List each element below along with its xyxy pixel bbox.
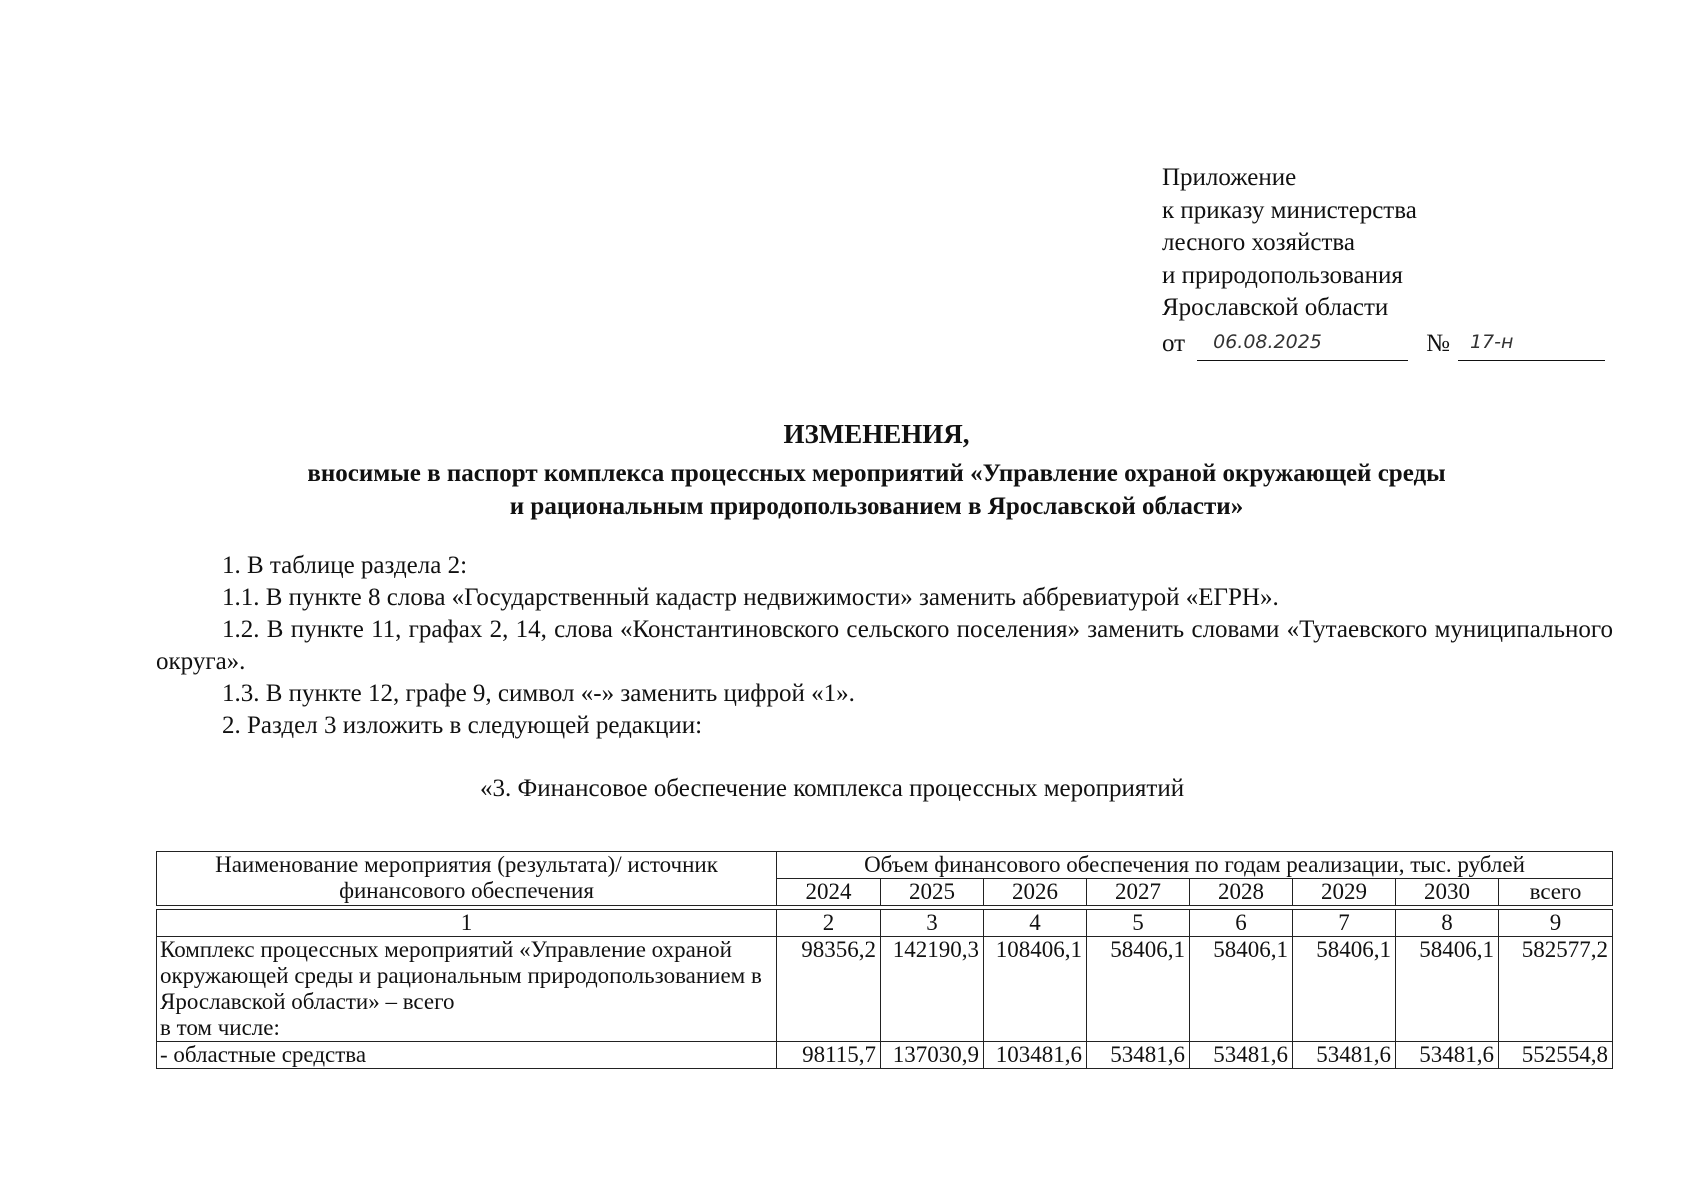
total-header: всего — [1499, 879, 1613, 906]
value-cell: 58406,1 — [1087, 937, 1190, 1042]
document-subtitle — [120, 457, 1633, 523]
value-cell: 98356,2 — [777, 937, 881, 1042]
section-heading: «3. Финансовое обеспечение комплекса процессных мероприятий — [480, 775, 1185, 802]
value-cell: 53481,6 — [1190, 1042, 1293, 1069]
volume-header: Объем финансового обеспечения по годам реализации, тыс. рублей — [777, 852, 1613, 879]
value-cell: 53481,6 — [1293, 1042, 1396, 1069]
value-cell: 58406,1 — [1190, 937, 1293, 1042]
value-cell: 103481,6 — [984, 1042, 1087, 1069]
date-prefix: от — [1162, 330, 1186, 357]
annex-line: к приказу министерства — [1162, 196, 1417, 224]
row-name-cell: - областные средства — [157, 1042, 777, 1069]
paragraph: 2. Раздел 3 изложить в следующей редакции: — [222, 712, 703, 739]
year-header: 2028 — [1190, 879, 1293, 906]
year-header: 2025 — [881, 879, 984, 906]
annex-line: Приложение — [1162, 164, 1297, 191]
value-cell: 53481,6 — [1087, 1042, 1190, 1069]
value-cell: 142190,3 — [881, 937, 984, 1042]
annex-line: лесного хозяйства — [1162, 229, 1355, 256]
value-cell: 58406,1 — [1396, 937, 1499, 1042]
total-value-cell: 552554,8 — [1499, 1042, 1613, 1069]
value-cell: 53481,6 — [1396, 1042, 1499, 1069]
table-row — [157, 937, 1613, 1042]
column-number: 7 — [1293, 910, 1396, 937]
year-header: 2029 — [1293, 879, 1396, 906]
paragraph: 1.1. В пункте 8 слова «Государственный кадастр недвижимости» заменить аббревиатурой «ЕГРН». — [222, 584, 1279, 611]
year-header: 2030 — [1396, 879, 1499, 906]
column-number: 8 — [1396, 910, 1499, 937]
year-header: 2026 — [984, 879, 1087, 906]
number-field — [1458, 330, 1605, 361]
table-header-row — [157, 852, 1613, 879]
row-name: Комплекс процессных мероприятий «Управление охраной окружающей среды и рациональным природопользованием в Ярославской области» – всего — [160, 937, 762, 1014]
paragraph: 1. В таблице раздела 2: — [222, 552, 468, 579]
column-number: 6 — [1190, 910, 1293, 937]
handwritten-date: 06.08.2025 — [1213, 331, 1322, 353]
number-prefix: № — [1426, 330, 1450, 357]
subtitle-line: вносимые в паспорт комплекса процессных мероприятий «Управление охраной окружающей среды — [307, 460, 1446, 487]
annex-block — [1162, 162, 1605, 361]
financing-table — [156, 851, 1613, 1069]
value-cell: 137030,9 — [881, 1042, 984, 1069]
year-header: 2027 — [1087, 879, 1190, 906]
paragraph: 1.2. В пункте 11, графах 2, 14, слова «Константиновского сельского поселения» заменить словами «Тутаевского муниципального округа». — [156, 616, 1613, 675]
column-number: 4 — [984, 910, 1087, 937]
column-number: 9 — [1499, 910, 1613, 937]
value-cell: 58406,1 — [1293, 937, 1396, 1042]
subtitle-line: и рациональным природопользованием в Ярославской области» — [509, 493, 1244, 520]
annex-date-number-row — [1162, 327, 1605, 361]
document-body — [156, 550, 1613, 742]
row-name-cell — [157, 937, 777, 1042]
total-value-cell: 582577,2 — [1499, 937, 1613, 1042]
column-number: 2 — [777, 910, 881, 937]
annex-line: и природопользования — [1162, 261, 1403, 289]
year-header: 2024 — [777, 879, 881, 906]
value-cell: 108406,1 — [984, 937, 1087, 1042]
column-number: 1 — [157, 910, 777, 937]
row-note: в том числе: — [160, 1015, 280, 1040]
document-title: ИЗМЕНЕНИЯ, — [783, 419, 970, 449]
column-numbers-row — [157, 910, 1613, 937]
value-cell: 98115,7 — [777, 1042, 881, 1069]
annex-line: Ярославской области — [1162, 294, 1389, 321]
date-field — [1197, 330, 1408, 361]
column-number: 3 — [881, 910, 984, 937]
column-number: 5 — [1087, 910, 1190, 937]
handwritten-number: 17-н — [1469, 331, 1514, 353]
table-row — [157, 1042, 1613, 1069]
paragraph: 1.3. В пункте 12, графе 9, символ «-» заменить цифрой «1». — [222, 680, 855, 707]
name-column-header: Наименование мероприятия (результата)/ источник финансового обеспечения — [157, 852, 777, 906]
